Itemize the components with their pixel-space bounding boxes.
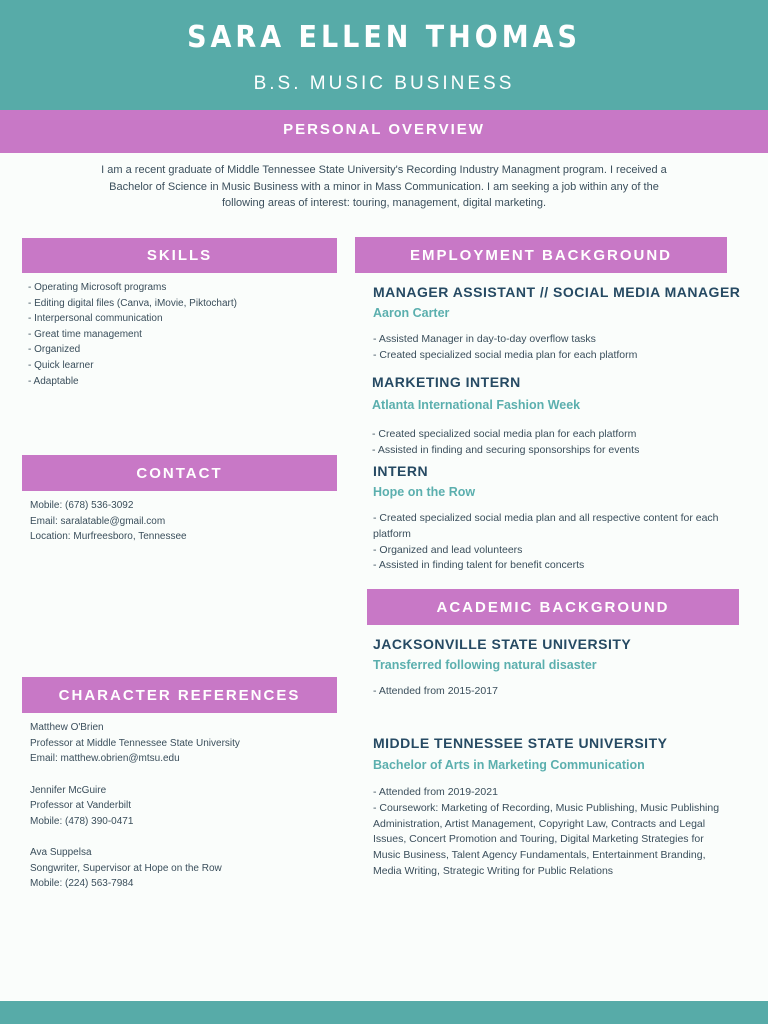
header-banner bbox=[0, 0, 768, 110]
references-list bbox=[30, 720, 240, 892]
school-name: MIDDLE TENNESSEE STATE UNIVERSITY bbox=[373, 735, 668, 751]
reference-contact: Mobile: (224) 563-7984 bbox=[30, 878, 134, 890]
job-bullets bbox=[372, 427, 732, 459]
skills-list bbox=[28, 280, 237, 389]
contact-mobile: Mobile: (678) 536-3092 bbox=[30, 500, 134, 511]
school-bullets bbox=[373, 785, 733, 880]
job-title: MARKETING INTERN bbox=[372, 374, 521, 390]
reference-name: Ava Suppelsa bbox=[30, 847, 92, 859]
overview-heading: PERSONAL OVERVIEW bbox=[0, 110, 768, 153]
reference-name: Matthew O'Brien bbox=[30, 722, 104, 733]
skill-item: - Editing digital files (Canva, iMovie, Piktochart) bbox=[28, 297, 237, 309]
school-bullet: - Attended from 2019-2021 bbox=[373, 786, 498, 798]
job-organization: Aaron Carter bbox=[373, 306, 450, 320]
skill-item: - Interpersonal communication bbox=[28, 313, 163, 325]
contact-list bbox=[30, 498, 187, 545]
skill-item: - Adaptable bbox=[28, 375, 79, 387]
spacer bbox=[30, 767, 240, 783]
candidate-degree: B.S. MUSIC BUSINESS bbox=[253, 73, 515, 94]
school-bullets bbox=[373, 684, 733, 700]
skill-item: - Great time management bbox=[28, 328, 142, 340]
overview-text: I am a recent graduate of Middle Tennessee State University's Recording Industry Managment program. I received a Bachelor of Science in Music Business with a minor in Mass Communication. I am seeking a job within any of the following areas of interest: touring, management, digital marketing. bbox=[101, 164, 667, 209]
job-bullet: - Assisted in finding and securing sponsorships for events bbox=[372, 443, 640, 456]
job-title: INTERN bbox=[373, 463, 429, 479]
references-heading: CHARACTER REFERENCES bbox=[22, 677, 337, 713]
job-bullet: - Organized and lead volunteers bbox=[373, 543, 523, 556]
job-organization: Hope on the Row bbox=[373, 485, 476, 499]
job-bullets bbox=[373, 511, 733, 574]
footer-banner bbox=[0, 1001, 768, 1024]
candidate-name: SARA ELLEN THOMAS bbox=[187, 20, 581, 55]
job-bullet: - Created specialized social media plan for each platform bbox=[372, 428, 637, 440]
job-bullet: - Created specialized social media plan for each platform bbox=[373, 348, 638, 361]
job-bullets bbox=[373, 332, 733, 364]
contact-email: Email: saralatable@gmail.com bbox=[30, 515, 166, 527]
school-detail: Bachelor of Arts in Marketing Communication bbox=[373, 758, 645, 772]
employment-heading: EMPLOYMENT BACKGROUND bbox=[355, 237, 727, 273]
school-bullet: - Attended from 2015-2017 bbox=[373, 685, 498, 697]
reference-contact: Email: matthew.obrien@mtsu.edu bbox=[30, 753, 180, 765]
school-detail: Transferred following natural disaster bbox=[373, 658, 597, 672]
reference-contact: Mobile: (478) 390-0471 bbox=[30, 815, 134, 827]
job-bullet: - Assisted Manager in day-to-day overflow tasks bbox=[373, 333, 596, 345]
school-bullet: - Coursework: Marketing of Recording, Music Publishing, Music Publishing Administration, Artist Management, Copyright Law, Contracts and Legal Issues, Concert Promotion and Touring, Digital Marketing Strategies for Music Business, Talent Agency Fundamentals, Entertainment Branding, Media Writing, Strategic Writing for Public Relations bbox=[373, 801, 720, 877]
academic-heading: ACADEMIC BACKGROUND bbox=[367, 589, 739, 625]
reference-name: Jennifer McGuire bbox=[30, 784, 107, 796]
skills-heading: SKILLS bbox=[22, 238, 337, 273]
job-bullet: - Assisted in finding talent for benefit concerts bbox=[373, 559, 585, 572]
contact-location: Location: Murfreesboro, Tennessee bbox=[30, 531, 187, 543]
job-title: MANAGER ASSISTANT // SOCIAL MEDIA MANAGER bbox=[373, 284, 741, 300]
job-organization: Atlanta International Fashion Week bbox=[372, 398, 581, 412]
reference-role: Professor at Middle Tennessee State University bbox=[30, 737, 240, 749]
skill-item: - Quick learner bbox=[28, 359, 94, 371]
reference-role: Professor at Vanderbilt bbox=[30, 800, 131, 812]
skill-item: - Operating Microsoft programs bbox=[28, 282, 167, 293]
spacer bbox=[30, 829, 240, 845]
reference-role: Songwriter, Supervisor at Hope on the Row bbox=[30, 862, 222, 874]
job-bullet: - Created specialized social media plan and all respective content for each platform bbox=[373, 512, 719, 540]
school-name: JACKSONVILLE STATE UNIVERSITY bbox=[373, 636, 632, 652]
skill-item: - Organized bbox=[28, 344, 81, 356]
contact-heading: CONTACT bbox=[22, 455, 337, 491]
